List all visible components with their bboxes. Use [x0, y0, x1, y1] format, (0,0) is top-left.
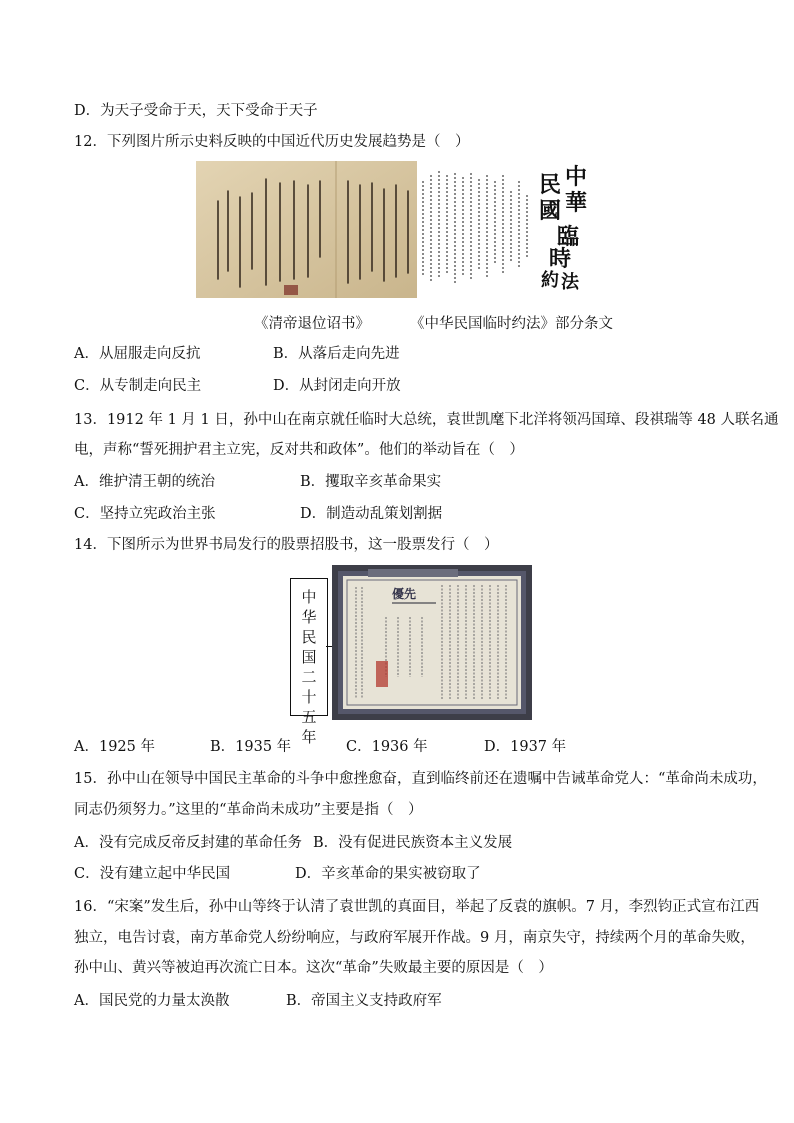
title-char: 中	[565, 164, 588, 190]
q16-stem-line3: 孙中山、黄兴等被迫再次流亡日本。这次“革命”失败最主要的原因是（ ）	[74, 960, 553, 976]
q12-option-d[interactable]: D．从封闭走向开放	[273, 378, 401, 394]
q14-option-a[interactable]: A．1925 年	[74, 739, 155, 755]
title-char: 法	[561, 272, 579, 293]
title-char: 約	[541, 270, 559, 291]
edict-manuscript-graphic	[196, 161, 417, 298]
q14-option-c[interactable]: C．1936 年	[346, 739, 428, 755]
q12-stem: 12．下列图片所示史料反映的中国近代历史发展趋势是（ ）	[74, 134, 470, 150]
q15-option-d[interactable]: D．辛亥革命的果实被窃取了	[295, 866, 481, 882]
stock-certificate-graphic	[332, 565, 532, 720]
certificate-header: 優先	[392, 587, 417, 601]
qing-abdication-edict-image	[196, 161, 417, 298]
q12-caption-right: 《中华民国临时约法》部分条文	[410, 316, 613, 332]
title-char: 臨	[557, 224, 580, 250]
q13-option-a[interactable]: A．维护清王朝的统治	[74, 474, 215, 490]
q12-caption-left: 《清帝退位诏书》	[254, 316, 370, 332]
q12-option-b[interactable]: B．从落后走向先进	[273, 346, 400, 362]
title-char: 民	[539, 172, 562, 198]
q14-option-b[interactable]: B．1935 年	[210, 739, 292, 755]
q16-stem-line2: 独立，电告讨袁，南方革命党人纷纷响应，与政府军展开作战。9 月，南京失守，持续两个月的革命失败，	[74, 930, 755, 946]
q16-option-b[interactable]: B．帝国主义支持政府军	[286, 993, 442, 1009]
date-label-text: 中华民国二十五年	[301, 588, 317, 746]
q15-stem-line1: 15．孙中山在领导中国民主革命的斗争中愈挫愈奋，直到临终前还在遗嘱中告诫革命党人：“革命尚未成功，	[74, 771, 767, 787]
q13-stem-line1: 13．1912 年 1 月 1 日，孙中山在南京就任临时大总统，袁世凯麾下北洋将领冯国璋、段祺瑞等 48 人联名通	[74, 412, 779, 428]
q13-stem-line2: 电，声称“誓死拥护君主立宪，反对共和政体”。他们的举动旨在（ ）	[74, 442, 524, 458]
title-char: 時	[549, 246, 572, 272]
q15-option-c[interactable]: C．没有建立起中华民国	[74, 866, 231, 882]
title-char: 華	[565, 190, 588, 216]
q15-stem-line2: 同志仍须努力。”这里的“革命尚未成功”主要是指（ ）	[74, 802, 423, 818]
q13-option-b[interactable]: B．攫取辛亥革命果实	[300, 474, 442, 490]
q14-stem: 14．下图所示为世界书局发行的股票招股书，这一股票发行（ ）	[74, 537, 499, 553]
q15-option-b[interactable]: B．没有促进民族资本主义发展	[313, 835, 513, 851]
provisional-constitution-image	[417, 161, 593, 298]
q15-option-a[interactable]: A．没有完成反帝反封建的革命任务	[74, 835, 302, 851]
q13-option-c[interactable]: C．坚持立宪政治主张	[74, 506, 216, 522]
q12-option-c[interactable]: C．从专制走向民主	[74, 378, 202, 394]
q14-option-d[interactable]: D．1937 年	[484, 739, 567, 755]
title-char: 國	[539, 198, 562, 224]
q11-option-d: D．为天子受命于天，天下受命于天子	[74, 103, 318, 119]
q12-option-a[interactable]: A．从屈服走向反抗	[74, 346, 201, 362]
q16-stem-line1: 16．“宋案”发生后，孙中山等终于认清了袁世凯的真面目，举起了反袁的旗帜。7 月，李烈钧正式宣布江西	[74, 899, 760, 915]
stock-certificate-image	[332, 565, 532, 720]
q13-option-d[interactable]: D．制造动乱策划割据	[300, 506, 443, 522]
date-label-box	[290, 578, 328, 746]
q16-option-a[interactable]: A．国民党的力量太涣散	[74, 993, 230, 1009]
